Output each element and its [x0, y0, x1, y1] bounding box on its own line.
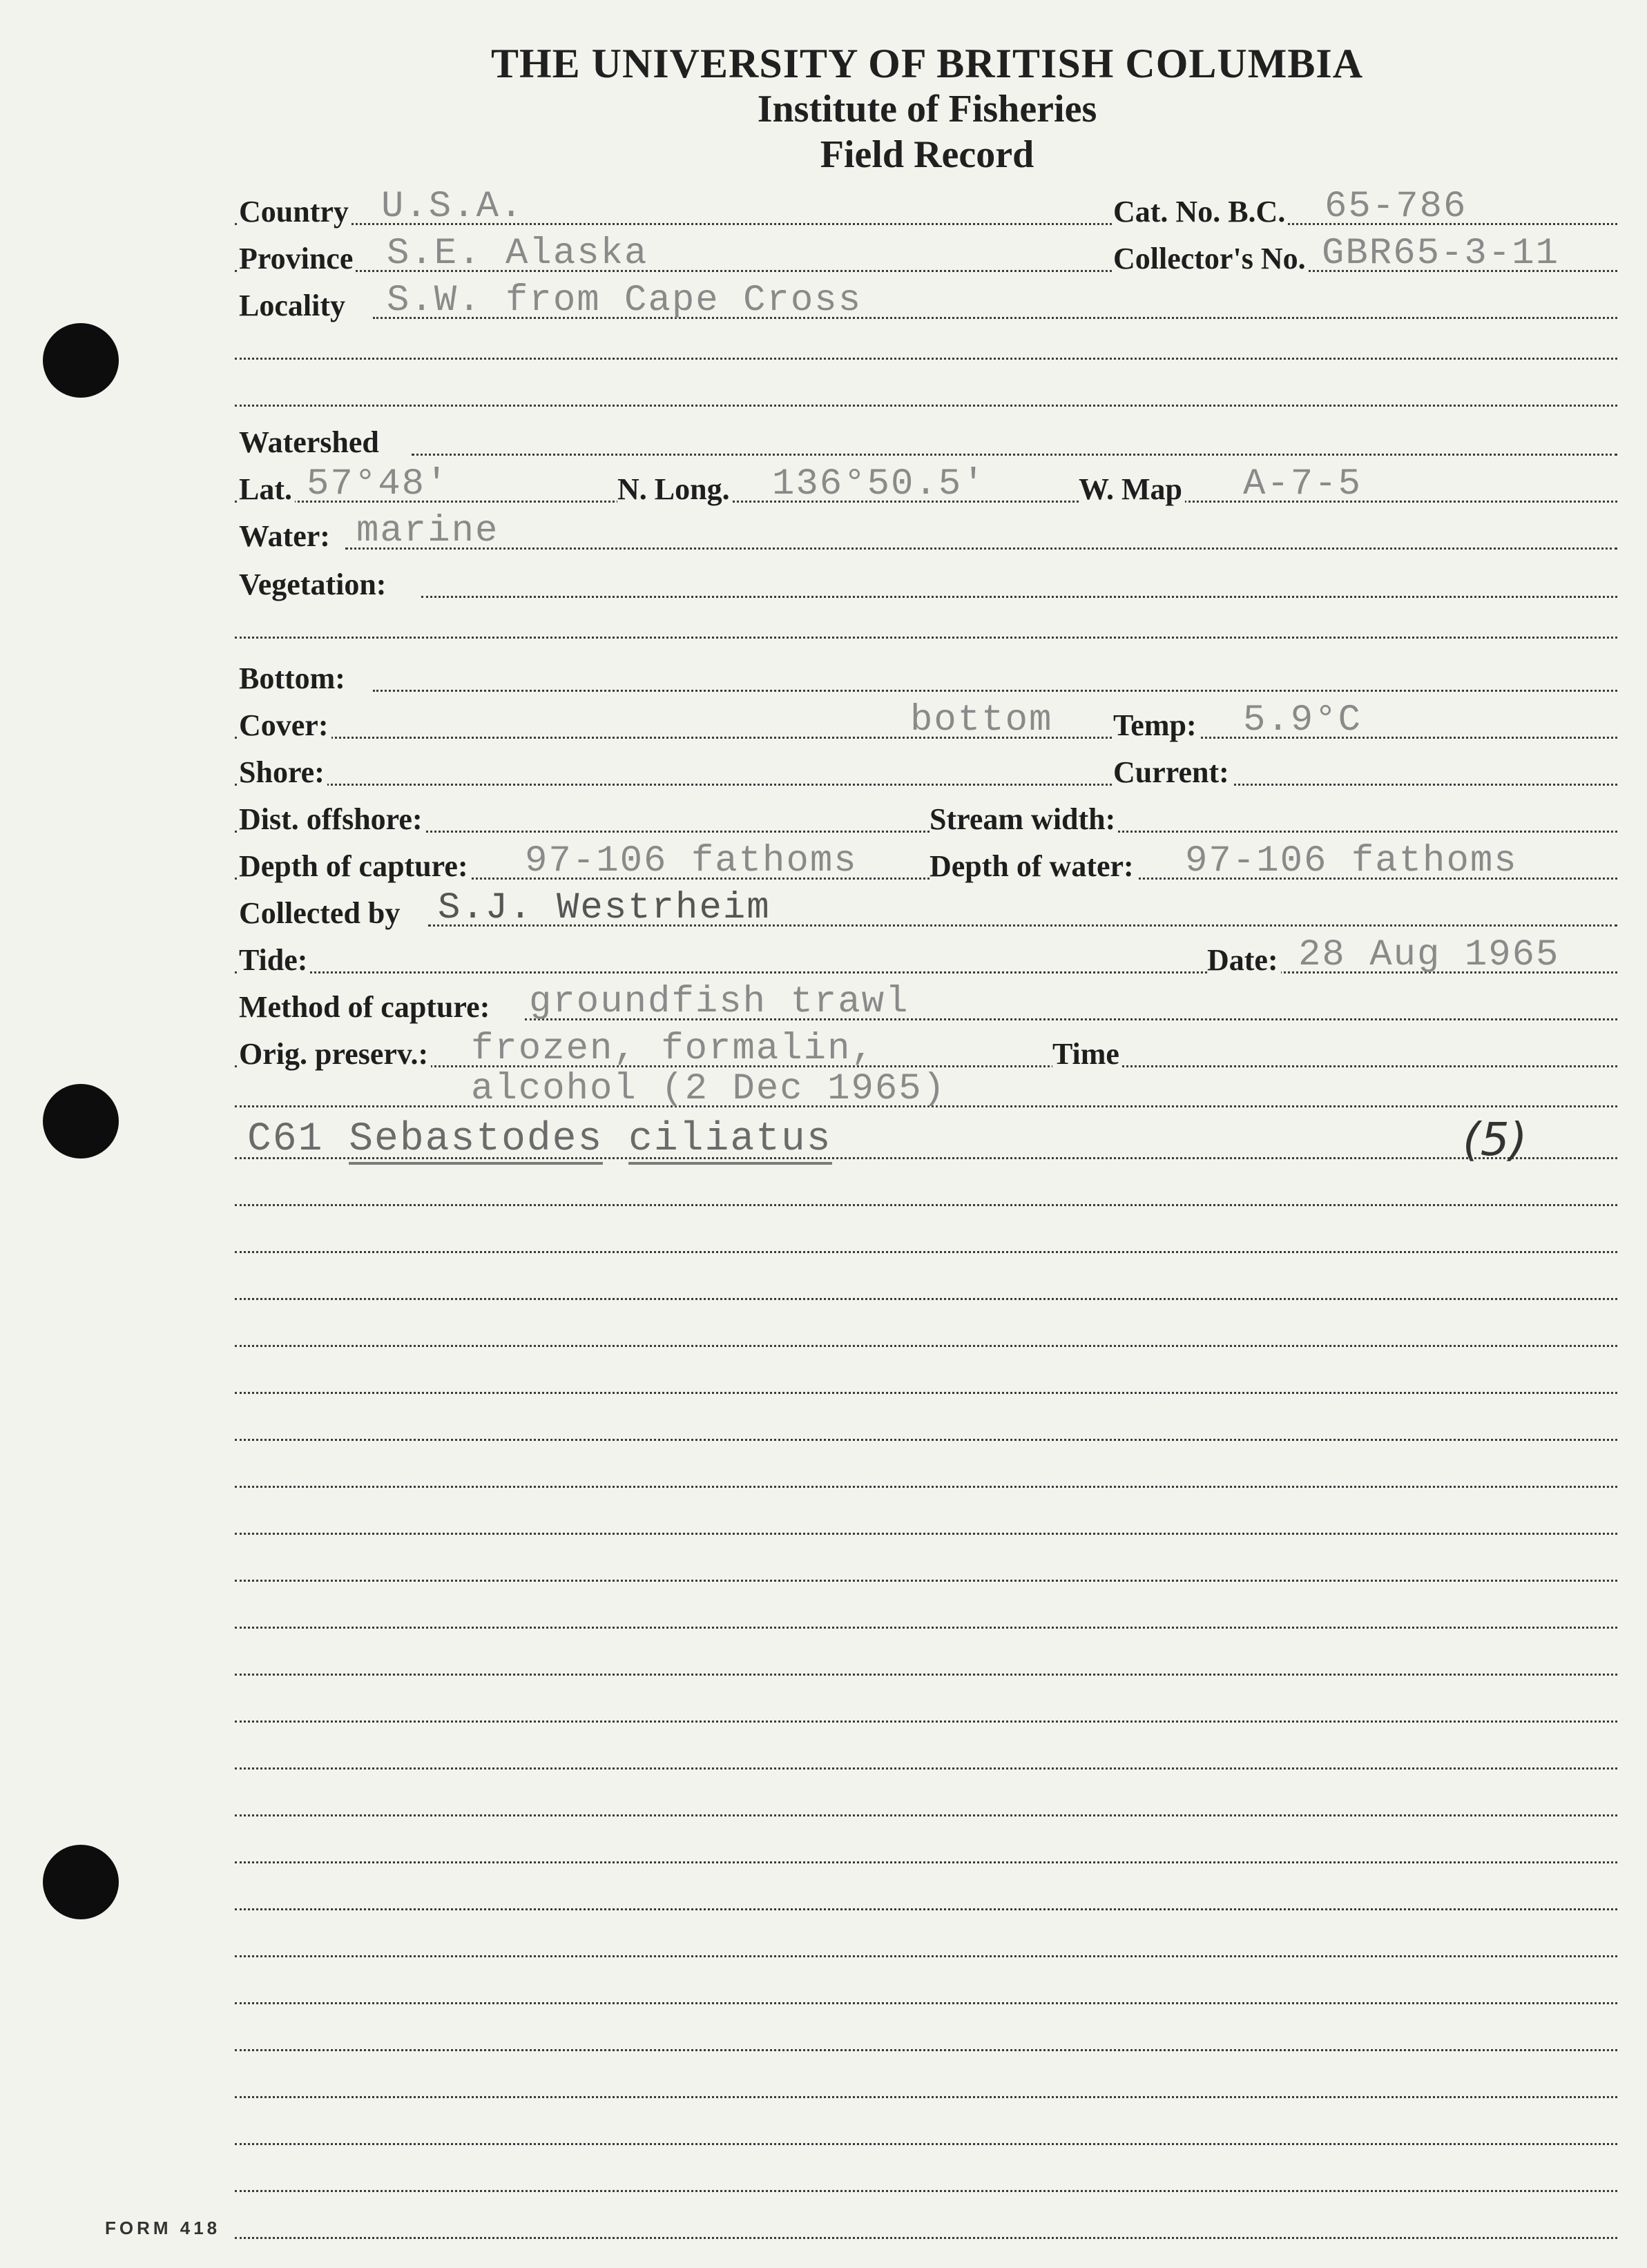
water-label: Water: [239, 518, 333, 554]
current-label: Current: [1113, 755, 1232, 790]
binder-hole [43, 1845, 119, 1919]
specimen-count: (5) [1463, 1113, 1528, 1166]
locality-continuation-line [235, 358, 1617, 360]
cover-label: Cover: [239, 708, 331, 743]
locality-value[interactable]: S.W. from Cape Cross [387, 280, 863, 322]
depth-capture-value[interactable]: 97-106 fathoms [525, 840, 858, 882]
depth-capture-label: Depth of capture: [239, 849, 471, 884]
ruled-line [235, 1392, 1617, 1394]
row-shore [0, 753, 1647, 794]
form-title: Field Record [820, 133, 1034, 176]
ruled-line [235, 2237, 1617, 2239]
ruled-line [235, 2002, 1617, 2004]
row-province [0, 233, 1647, 280]
collectors-no-label: Collector's No. [1113, 241, 1309, 276]
cover-value[interactable]: bottom [910, 699, 1053, 742]
ruled-line [235, 1345, 1617, 1347]
long-value[interactable]: 136°50.5' [772, 463, 986, 505]
row-method [0, 981, 1647, 1029]
ruled-line [235, 2190, 1617, 2192]
country-label: Country [239, 194, 351, 229]
row-country [0, 186, 1647, 233]
bottom-label: Bottom: [239, 661, 348, 696]
row-bottom [0, 659, 1647, 700]
temp-label: Temp: [1113, 708, 1200, 743]
country-value[interactable]: U.S.A. [381, 186, 524, 228]
method-label: Method of capture: [239, 989, 492, 1025]
ruled-line [235, 1439, 1617, 1441]
ruled-line [235, 2096, 1617, 2098]
watershed-label: Watershed [239, 425, 382, 460]
stream-width-label: Stream width: [930, 802, 1118, 837]
depth-water-label: Depth of water: [930, 849, 1137, 884]
orig-preserv-continued-value[interactable]: alcohol (2 Dec 1965) [471, 1068, 947, 1110]
ruled-line [235, 1861, 1617, 1863]
row-coordinates [0, 463, 1647, 511]
row-locality [0, 280, 1647, 327]
specimen-entry [247, 1117, 832, 1162]
collected-by-value[interactable]: S.J. Westrheim [438, 887, 771, 929]
collected-by-label: Collected by [239, 895, 403, 931]
ruled-line [235, 2143, 1617, 2145]
ruled-line [235, 1298, 1617, 1300]
vegetation-continuation-line [235, 637, 1617, 639]
vegetation-label: Vegetation: [239, 567, 389, 602]
ruled-line [235, 1486, 1617, 1488]
dist-offshore-label: Dist. offshore: [239, 802, 425, 837]
shore-label: Shore: [239, 755, 327, 790]
depth-water-value[interactable]: 97-106 fathoms [1185, 840, 1518, 882]
ruled-line [235, 1157, 1617, 1159]
row-orig-preserv-continued [0, 1068, 1647, 1116]
specimen-genus: Sebastodes [349, 1117, 603, 1165]
ruled-line [235, 2049, 1617, 2051]
form-number: FORM 418 [105, 2218, 221, 2238]
water-value[interactable]: marine [356, 510, 499, 552]
ruled-line [235, 1251, 1617, 1253]
tide-label: Tide: [239, 942, 310, 978]
row-vegetation [0, 565, 1647, 606]
binder-hole [43, 323, 119, 398]
ruled-line [235, 1721, 1617, 1723]
collectors-no-value[interactable]: GBR65-3-11 [1322, 233, 1560, 275]
orig-preserv-value[interactable]: frozen, formalin, [471, 1028, 875, 1070]
map-value[interactable]: A-7-5 [1243, 463, 1362, 505]
specimen-code: C61 [247, 1117, 324, 1162]
province-value[interactable]: S.E. Alaska [387, 233, 648, 275]
province-label: Province [239, 241, 356, 276]
ruled-line [235, 1908, 1617, 1910]
ruled-line [235, 1814, 1617, 1816]
map-label: W. Map [1079, 472, 1185, 507]
cat-no-label: Cat. No. B.C. [1113, 194, 1288, 229]
date-value[interactable]: 28 Aug 1965 [1298, 934, 1560, 976]
ruled-line [235, 1674, 1617, 1676]
ruled-line [235, 1767, 1617, 1770]
ruled-line [235, 1204, 1617, 1206]
ruled-line [235, 1955, 1617, 1957]
ruled-line [235, 1580, 1617, 1582]
locality-label: Locality [239, 288, 348, 323]
time-label: Time [1052, 1036, 1122, 1072]
ruled-line [235, 1533, 1617, 1535]
locality-continuation-line [235, 405, 1617, 407]
long-label: N. Long. [617, 472, 733, 507]
lat-value[interactable]: 57°48' [307, 463, 450, 505]
temp-value[interactable]: 5.9°C [1243, 699, 1362, 742]
row-depth [0, 840, 1647, 888]
row-dist-offshore [0, 799, 1647, 841]
lat-label: Lat. [239, 472, 295, 507]
method-value[interactable]: groundfish trawl [529, 981, 909, 1023]
date-label: Date: [1207, 942, 1281, 978]
row-tide [0, 934, 1647, 982]
specimen-species: ciliatus [628, 1117, 831, 1165]
institution-title: THE UNIVERSITY OF BRITISH COLUMBIA [490, 41, 1364, 86]
row-watershed [0, 423, 1647, 464]
orig-preserv-label: Orig. preserv.: [239, 1036, 431, 1072]
row-cover [0, 699, 1647, 747]
institute-title: Institute of Fisheries [757, 88, 1097, 130]
row-water [0, 510, 1647, 558]
ruled-line [235, 1627, 1617, 1629]
row-collected-by [0, 887, 1647, 935]
cat-no-value[interactable]: 65-786 [1325, 186, 1467, 228]
